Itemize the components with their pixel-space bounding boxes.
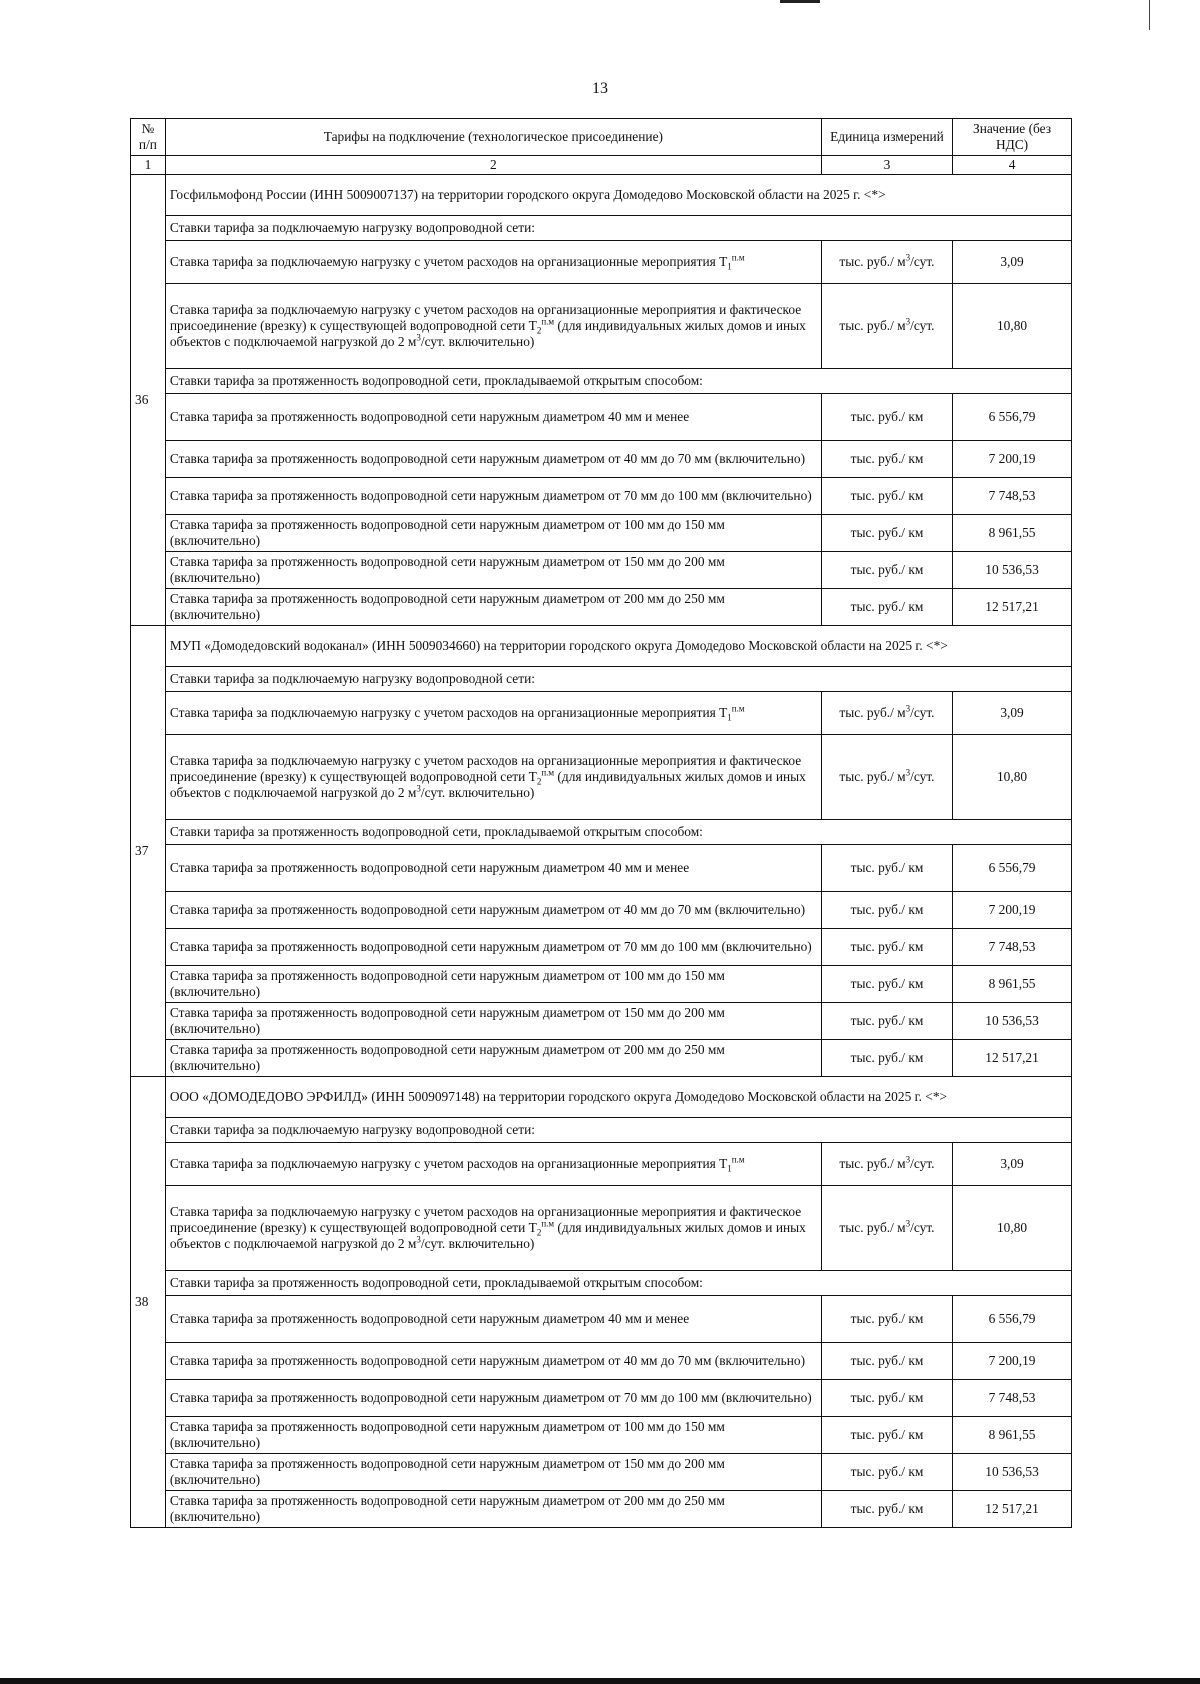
load-rate-sup: п.м <box>731 1154 745 1165</box>
load-rate-sub: 2 <box>536 325 542 336</box>
value-cell: 3,09 <box>953 241 1072 284</box>
header-row <box>131 119 1072 156</box>
value-cell: 7 748,53 <box>953 1380 1072 1417</box>
org-name: ООО «ДОМОДЕДОВО ЭРФИЛД» (ИНН 5009097148) на территории городского округа Домодедово Московской области на 2025 г. <*> <box>165 1077 1071 1118</box>
diameter-rate-row <box>131 845 1072 892</box>
unit-cell: тыс. руб./ км <box>821 441 952 478</box>
value-cell: 3,09 <box>953 692 1072 735</box>
unit-cell <box>821 284 952 369</box>
diameter-rate-row <box>131 1343 1072 1380</box>
load-rate-sup: п.м <box>731 252 745 263</box>
unit-cell <box>821 692 952 735</box>
unit-cell: тыс. руб./ км <box>821 589 952 626</box>
diameter-rate-row <box>131 478 1072 515</box>
load-rate-sup: п.м <box>541 767 555 778</box>
length-heading: Ставки тарифа за протяженность водопроводной сети, прокладываемой открытым способом: <box>165 369 1071 394</box>
row-number: 37 <box>131 626 166 1077</box>
unit-text: тыс. руб./ м <box>839 1220 906 1235</box>
unit-cell: тыс. руб./ км <box>821 1343 952 1380</box>
diameter-rate-row <box>131 394 1072 441</box>
diameter-rate-label: Ставка тарифа за протяженность водопроводной сети наружным диаметром от 70 мм до 100 мм (включительно) <box>165 1380 821 1417</box>
header-unit: Единица измерений <box>821 119 952 156</box>
length-heading-row <box>131 1271 1072 1296</box>
load-rate-label <box>165 284 821 369</box>
value-cell: 3,09 <box>953 1143 1072 1186</box>
load-rate-text: Ставка тарифа за подключаемую нагрузку с учетом расходов на организационные мероприятия и фактическое присоединение (врезку) к существующей водопроводной сети T <box>169 753 802 784</box>
diameter-rate-row <box>131 892 1072 929</box>
header-tariffs: Тарифы на подключение (технологическое присоединение) <box>165 119 821 156</box>
unit-text: /сут. <box>910 1156 935 1171</box>
unit-cell: тыс. руб./ км <box>821 845 952 892</box>
unit-cell: тыс. руб./ км <box>821 515 952 552</box>
diameter-rate-label: Ставка тарифа за протяженность водопроводной сети наружным диаметром от 70 мм до 100 мм (включительно) <box>165 478 821 515</box>
value-cell: 6 556,79 <box>953 1296 1072 1343</box>
index-cell: 1 <box>131 156 166 175</box>
length-heading-row <box>131 369 1072 394</box>
load-rate-text: /сут. включительно) <box>420 334 535 349</box>
header-value: Значение (без НДС) <box>953 119 1072 156</box>
org-name: МУП «Домодедовский водоканал» (ИНН 5009034660) на территории городского округа Домодедово Московской области на 2025 г. <*> <box>165 626 1071 667</box>
load-rate-row <box>131 1143 1072 1186</box>
diameter-rate-row <box>131 929 1072 966</box>
diameter-rate-row <box>131 1040 1072 1077</box>
tariff-table <box>130 118 1072 1528</box>
diameter-rate-label: Ставка тарифа за протяженность водопроводной сети наружным диаметром от 40 мм до 70 мм (включительно) <box>165 1343 821 1380</box>
value-cell: 7 200,19 <box>953 892 1072 929</box>
load-rate-row <box>131 241 1072 284</box>
diameter-rate-row <box>131 589 1072 626</box>
value-cell: 10,80 <box>953 1186 1072 1271</box>
diameter-rate-row <box>131 966 1072 1003</box>
unit-sup: 3 <box>905 1154 911 1165</box>
diameter-rate-row <box>131 1454 1072 1491</box>
load-rate-row <box>131 1186 1072 1271</box>
diameter-rate-row <box>131 1417 1072 1454</box>
load-rate-label <box>165 241 821 284</box>
value-cell: 12 517,21 <box>953 1040 1072 1077</box>
length-heading-row <box>131 820 1072 845</box>
unit-cell <box>821 1143 952 1186</box>
unit-text: тыс. руб./ м <box>839 254 906 269</box>
value-cell: 12 517,21 <box>953 1491 1072 1528</box>
unit-cell: тыс. руб./ км <box>821 966 952 1003</box>
unit-cell: тыс. руб./ км <box>821 394 952 441</box>
diameter-rate-label: Ставка тарифа за протяженность водопроводной сети наружным диаметром от 150 мм до 200 мм (включительно) <box>165 1454 821 1491</box>
load-rate-row <box>131 735 1072 820</box>
load-heading: Ставки тарифа за подключаемую нагрузку водопроводной сети: <box>165 667 1071 692</box>
load-rate-text: Ставка тарифа за подключаемую нагрузку с учетом расходов на организационные мероприятия T <box>169 705 728 720</box>
load-rate-text: Ставка тарифа за подключаемую нагрузку с учетом расходов на организационные мероприятия T <box>169 1156 728 1171</box>
load-rate-sub: 2 <box>536 776 542 787</box>
unit-cell: тыс. руб./ км <box>821 1040 952 1077</box>
diameter-rate-label: Ставка тарифа за протяженность водопроводной сети наружным диаметром 40 мм и менее <box>165 394 821 441</box>
unit-text: тыс. руб./ м <box>839 318 906 333</box>
org-row <box>131 175 1072 216</box>
unit-cell <box>821 1186 952 1271</box>
diameter-rate-row <box>131 552 1072 589</box>
load-rate-text: Ставка тарифа за подключаемую нагрузку с учетом расходов на организационные мероприятия T <box>169 254 728 269</box>
diameter-rate-row <box>131 1491 1072 1528</box>
unit-sup: 3 <box>905 767 911 778</box>
index-cell: 3 <box>821 156 952 175</box>
diameter-rate-label: Ставка тарифа за протяженность водопроводной сети наружным диаметром от 100 мм до 150 мм (включительно) <box>165 515 821 552</box>
diameter-rate-label: Ставка тарифа за протяженность водопроводной сети наружным диаметром от 150 мм до 200 мм (включительно) <box>165 1003 821 1040</box>
unit-sup: 3 <box>905 252 911 263</box>
load-heading-row <box>131 1118 1072 1143</box>
load-rate-text: (для индивидуальных жилых домов и иных объектов с подключаемой нагрузкой до 2 м <box>169 318 806 349</box>
load-rate-text: /сут. включительно) <box>420 1236 535 1251</box>
value-cell: 6 556,79 <box>953 394 1072 441</box>
value-cell: 6 556,79 <box>953 845 1072 892</box>
load-heading-row <box>131 216 1072 241</box>
load-rate-sub: 1 <box>727 1163 732 1174</box>
diameter-rate-label: Ставка тарифа за протяженность водопроводной сети наружным диаметром от 150 мм до 200 мм (включительно) <box>165 552 821 589</box>
org-name: Госфильмофонд России (ИНН 5009007137) на территории городского округа Домодедово Московской области на 2025 г. <*> <box>165 175 1071 216</box>
table-body <box>131 175 1072 1528</box>
load-rate-text: /сут. включительно) <box>420 785 535 800</box>
load-rate-sub: 2 <box>536 1227 542 1238</box>
load-rate-sup: 3 <box>416 1234 421 1245</box>
scan-artifact-top <box>780 0 820 3</box>
unit-text: /сут. <box>910 705 935 720</box>
unit-cell: тыс. руб./ км <box>821 552 952 589</box>
unit-sup: 3 <box>905 316 911 327</box>
value-cell: 10 536,53 <box>953 1454 1072 1491</box>
unit-text: /сут. <box>910 769 935 784</box>
load-rate-sup: 3 <box>416 332 421 343</box>
unit-cell: тыс. руб./ км <box>821 1380 952 1417</box>
index-row <box>131 156 1072 175</box>
diameter-rate-label: Ставка тарифа за протяженность водопроводной сети наружным диаметром от 200 мм до 250 мм (включительно) <box>165 589 821 626</box>
unit-text: тыс. руб./ м <box>839 705 906 720</box>
load-rate-sup: п.м <box>541 1218 555 1229</box>
unit-cell <box>821 241 952 284</box>
diameter-rate-label: Ставка тарифа за протяженность водопроводной сети наружным диаметром от 200 мм до 250 мм (включительно) <box>165 1491 821 1528</box>
load-rate-text: (для индивидуальных жилых домов и иных объектов с подключаемой нагрузкой до 2 м <box>169 1220 806 1251</box>
unit-cell: тыс. руб./ км <box>821 1296 952 1343</box>
diameter-rate-label: Ставка тарифа за протяженность водопроводной сети наружным диаметром от 200 мм до 250 мм (включительно) <box>165 1040 821 1077</box>
value-cell: 12 517,21 <box>953 589 1072 626</box>
value-cell: 8 961,55 <box>953 1417 1072 1454</box>
scan-artifact-right <box>1149 0 1150 30</box>
diameter-rate-row <box>131 1380 1072 1417</box>
index-cell: 2 <box>165 156 821 175</box>
unit-text: тыс. руб./ м <box>839 1156 906 1171</box>
load-rate-text: (для индивидуальных жилых домов и иных объектов с подключаемой нагрузкой до 2 м <box>169 769 806 800</box>
org-row <box>131 1077 1072 1118</box>
load-rate-sub: 1 <box>727 261 732 272</box>
value-cell: 7 748,53 <box>953 929 1072 966</box>
unit-cell: тыс. руб./ км <box>821 929 952 966</box>
value-cell: 7 200,19 <box>953 1343 1072 1380</box>
unit-cell: тыс. руб./ км <box>821 1491 952 1528</box>
load-rate-label <box>165 1186 821 1271</box>
load-rate-text: Ставка тарифа за подключаемую нагрузку с учетом расходов на организационные мероприятия и фактическое присоединение (врезку) к существующей водопроводной сети T <box>169 1204 802 1235</box>
load-rate-sup: 3 <box>416 783 421 794</box>
load-rate-label <box>165 1143 821 1186</box>
unit-cell: тыс. руб./ км <box>821 478 952 515</box>
load-rate-text: Ставка тарифа за подключаемую нагрузку с учетом расходов на организационные мероприятия и фактическое присоединение (врезку) к существующей водопроводной сети T <box>169 302 802 333</box>
value-cell: 10,80 <box>953 735 1072 820</box>
diameter-rate-label: Ставка тарифа за протяженность водопроводной сети наружным диаметром от 70 мм до 100 мм (включительно) <box>165 929 821 966</box>
unit-text: /сут. <box>910 254 935 269</box>
value-cell: 7 748,53 <box>953 478 1072 515</box>
value-cell: 7 200,19 <box>953 441 1072 478</box>
diameter-rate-label: Ставка тарифа за протяженность водопроводной сети наружным диаметром от 40 мм до 70 мм (включительно) <box>165 892 821 929</box>
load-rate-row <box>131 284 1072 369</box>
unit-cell: тыс. руб./ км <box>821 1003 952 1040</box>
value-cell: 10,80 <box>953 284 1072 369</box>
unit-text: тыс. руб./ м <box>839 769 906 784</box>
value-cell: 10 536,53 <box>953 1003 1072 1040</box>
unit-sup: 3 <box>905 1218 911 1229</box>
unit-text: /сут. <box>910 318 935 333</box>
unit-cell <box>821 735 952 820</box>
unit-text: /сут. <box>910 1220 935 1235</box>
value-cell: 8 961,55 <box>953 966 1072 1003</box>
length-heading: Ставки тарифа за протяженность водопроводной сети, прокладываемой открытым способом: <box>165 820 1071 845</box>
diameter-rate-label: Ставка тарифа за протяженность водопроводной сети наружным диаметром от 40 мм до 70 мм (включительно) <box>165 441 821 478</box>
diameter-rate-row <box>131 515 1072 552</box>
diameter-rate-label: Ставка тарифа за протяженность водопроводной сети наружным диаметром от 100 мм до 150 мм (включительно) <box>165 966 821 1003</box>
unit-cell: тыс. руб./ км <box>821 1417 952 1454</box>
unit-sup: 3 <box>905 703 911 714</box>
load-rate-sub: 1 <box>727 712 732 723</box>
row-number: 36 <box>131 175 166 626</box>
unit-cell: тыс. руб./ км <box>821 892 952 929</box>
value-cell: 8 961,55 <box>953 515 1072 552</box>
index-cell: 4 <box>953 156 1072 175</box>
load-rate-sup: п.м <box>731 703 745 714</box>
value-cell: 10 536,53 <box>953 552 1072 589</box>
diameter-rate-label: Ставка тарифа за протяженность водопроводной сети наружным диаметром от 100 мм до 150 мм (включительно) <box>165 1417 821 1454</box>
row-number: 38 <box>131 1077 166 1528</box>
load-heading: Ставки тарифа за подключаемую нагрузку водопроводной сети: <box>165 1118 1071 1143</box>
diameter-rate-row <box>131 441 1072 478</box>
load-heading: Ставки тарифа за подключаемую нагрузку водопроводной сети: <box>165 216 1071 241</box>
length-heading: Ставки тарифа за протяженность водопроводной сети, прокладываемой открытым способом: <box>165 1271 1071 1296</box>
load-rate-row <box>131 692 1072 735</box>
load-rate-sup: п.м <box>541 316 555 327</box>
header-num: № п/п <box>131 119 166 156</box>
load-rate-label <box>165 735 821 820</box>
unit-cell: тыс. руб./ км <box>821 1454 952 1491</box>
load-rate-label <box>165 692 821 735</box>
scan-artifact-bottom <box>0 1678 1200 1684</box>
page-number: 13 <box>592 80 608 97</box>
diameter-rate-row <box>131 1296 1072 1343</box>
org-row <box>131 626 1072 667</box>
diameter-rate-label: Ставка тарифа за протяженность водопроводной сети наружным диаметром 40 мм и менее <box>165 1296 821 1343</box>
diameter-rate-row <box>131 1003 1072 1040</box>
diameter-rate-label: Ставка тарифа за протяженность водопроводной сети наружным диаметром 40 мм и менее <box>165 845 821 892</box>
load-heading-row <box>131 667 1072 692</box>
